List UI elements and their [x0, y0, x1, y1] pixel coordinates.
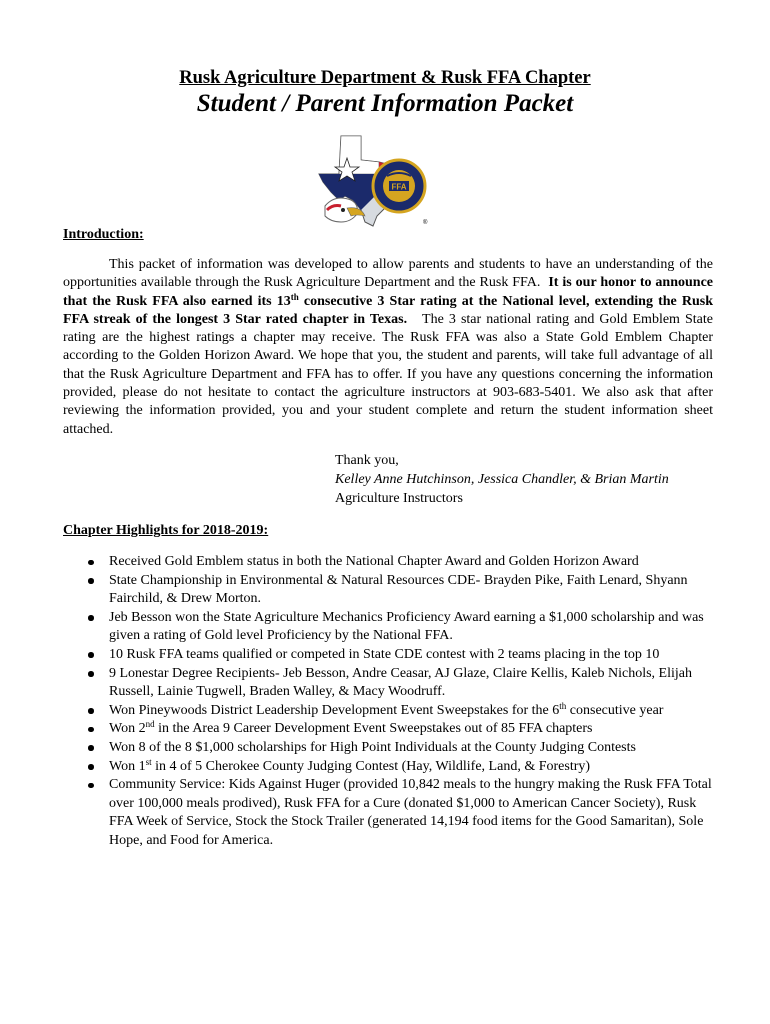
- list-item: Won 2nd in the Area 9 Career Development Event Sweepstakes out of 85 FFA chapters: [63, 720, 713, 739]
- list-item: Jeb Besson won the State Agriculture Mechanics Proficiency Award earning a $1,000 scholarship and was given a rating of Gold level Proficiency by the National FFA.: [63, 609, 713, 646]
- closing: Thank you,: [335, 453, 399, 468]
- list-item: Won 8 of the 8 $1,000 scholarships for High Point Individuals at the County Judging Contests: [63, 739, 713, 758]
- texas-ffa-emblem-icon: [317, 130, 432, 230]
- intro-text-2: The 3 star national rating and Gold Emblem State rating are the highest ratings a chapter may receive. The Rusk FFA was also a State Gold Emblem Chapter according to the Golden Horizon Award. We hope that you, the student and parents, will take full advantage of all that the Rusk Agriculture Department and FFA has to offer. If you have any questions concerning the information provided, please do not hesitate to contact the agriculture instructors at 903-683-5401. We also ask that after reviewing the information provided, you and your student complete and return the student information sheet attached.: [63, 311, 714, 437]
- organization-title: Rusk Agriculture Department & Rusk FFA Chapter: [179, 68, 591, 88]
- instructor-names: Kelley Anne Hutchinson, Jessica Chandler, & Brian Martin: [335, 472, 669, 487]
- list-item: 10 Rusk FFA teams qualified or competed in State CDE contest with 2 teams placing in the top 10: [63, 646, 713, 665]
- list-item: 9 Lonestar Degree Recipients- Jeb Besson, Andre Ceasar, AJ Glaze, Claire Kellis, Kaleb Nichols, Elijah Russell, Lainie Tugwell, Braden Walley, & Macy Woodruff.: [63, 665, 713, 702]
- signature-block: [335, 451, 669, 508]
- svg-text:FFA: FFA: [391, 182, 407, 192]
- svg-text:®: ®: [423, 220, 428, 226]
- intro-text-1: This packet of information was developed to allow parents and students to have an understanding of the opportunities available through the Rusk Agriculture Department and the Rusk FFA.: [63, 257, 713, 291]
- instructor-role: Agriculture Instructors: [335, 491, 463, 506]
- introduction-heading: Introduction:: [63, 227, 144, 242]
- highlights-heading: Chapter Highlights for 2018-2019:: [63, 523, 269, 538]
- list-item: Community Service: Kids Against Huger (provided 10,842 meals to the hungry making the Rusk FFA Total over 100,000 meals prodived), Rusk FFA for a Cure (donated $1,000 to American Cancer Society), Rusk FFA Week of Service, Stock the Stock Trailer (generated 14,194 food items for the Good Samaritan), Sole Hope, and Food for America.: [63, 776, 713, 850]
- intro-bold-statement: It is our honor to announce that the Rusk FFA also earned its 13th consecutive 3 Star rating at the National level, extending the Rusk FFA streak of the longest 3 Star rated chapter in Texas.: [63, 275, 714, 327]
- list-item: Won Pineywoods District Leadership Development Event Sweepstakes for the 6th consecutive year: [63, 702, 713, 721]
- introduction-paragraph: [63, 256, 713, 439]
- highlights-list: [63, 553, 713, 851]
- document-title: Student / Parent Information Packet: [196, 90, 574, 117]
- list-item: Won 1st in 4 of 5 Cherokee County Judging Contest (Hay, Wildlife, Land, & Forestry): [63, 758, 713, 777]
- list-item: State Championship in Environmental & Natural Resources CDE- Brayden Pike, Faith Lenard, Shyann Fairchild, & Drew Morton.: [63, 572, 713, 609]
- list-item: Received Gold Emblem status in both the National Chapter Award and Golden Horizon Award: [63, 553, 713, 572]
